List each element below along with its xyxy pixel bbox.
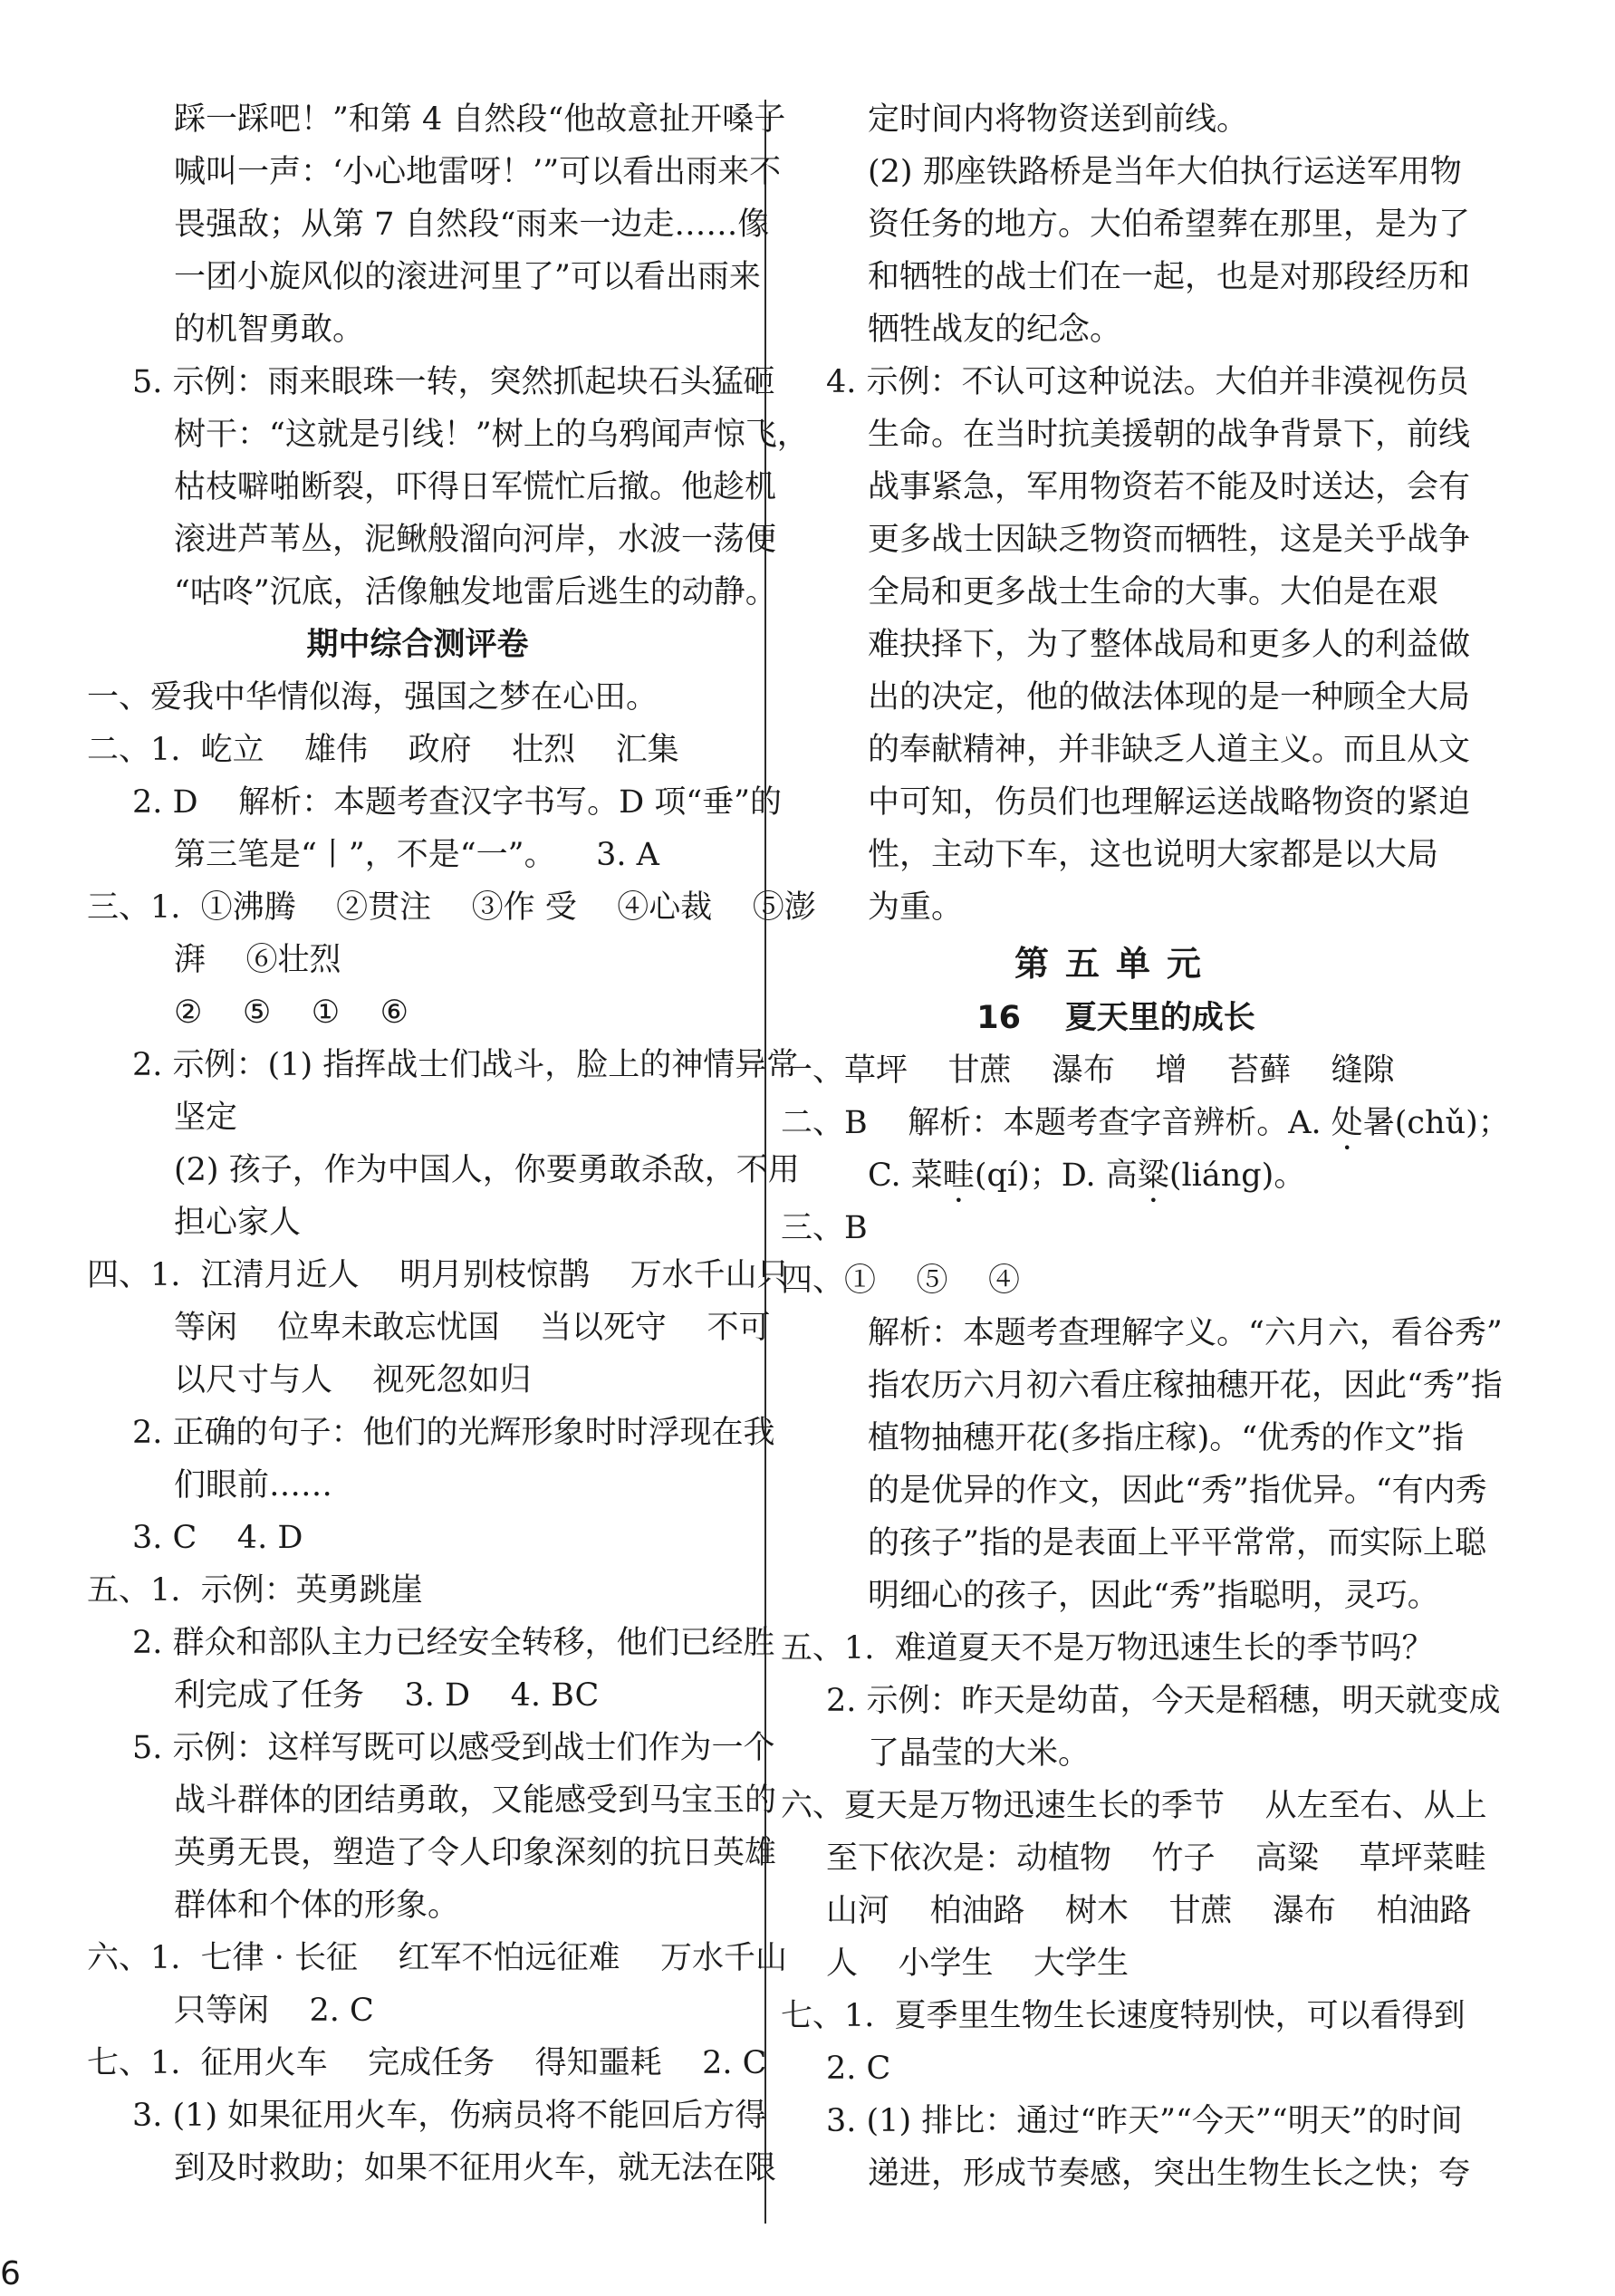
- text-line: 一、草坪 甘蔗 瀑布 增 苔藓 缝隙: [781, 1052, 1395, 1089]
- dotted-char: 处: [1331, 1105, 1363, 1141]
- text-line: 山河 柏油路 树木 甘蔗 瀑布 柏油路: [826, 1893, 1472, 1929]
- text-line: (2) 那座铁路桥是当年大伯执行运送军用物: [868, 154, 1462, 190]
- text-line: 了晶莹的大米。: [868, 1735, 1091, 1772]
- text-line: 等闲 位卑未敢忘忧国 当以死守 不可: [174, 1310, 771, 1346]
- text-line: 指农历六月初六看庄稼抽穗开花，因此“秀”指: [868, 1368, 1503, 1404]
- text-line: 解析：本题考查理解字义。“六月六，看谷秀”: [868, 1315, 1503, 1351]
- dotted-char: 粱: [1137, 1158, 1169, 1194]
- text-line: 七、1. 夏季里生物生长速度特别快，可以看得到: [781, 1998, 1466, 2034]
- text-line: 到及时救助；如果不征用火车，就无法在限: [174, 2150, 777, 2186]
- text-line: 全局和更多战士生命的大事。大伯是在艰: [868, 574, 1439, 610]
- text-line: 2. 示例：(1) 指挥战士们战斗，脸上的神情异常: [132, 1047, 799, 1083]
- text-line: 5. 示例：这样写既可以感受到战士们作为一个: [132, 1730, 775, 1766]
- text-line: 牺牲战友的纪念。: [868, 312, 1122, 348]
- text-line: ② ⑤ ① ⑥: [174, 994, 409, 1031]
- text-line: 定时间内将物资送到前线。: [868, 101, 1249, 138]
- text-line: 2. 正确的句子：他们的光辉形象时时浮现在我: [132, 1415, 775, 1451]
- text-line: 七、1. 征用火车 完成任务 得知噩耗 2. C: [87, 2045, 767, 2081]
- text-line: 六、夏天是万物迅速生长的季节 从左至右、从上: [781, 1788, 1487, 1824]
- text-line: 四、1. 江清月近人 明月别枝惊鹊 万水千山只: [87, 1257, 789, 1293]
- dotted-char: 畦: [942, 1158, 975, 1194]
- text-line: 三、B: [781, 1210, 868, 1246]
- text-line: 湃 ⑥壮烈: [174, 942, 341, 978]
- text-line: 踩一踩吧！”和第 4 自然段“他故意扯开嗓子: [174, 101, 786, 138]
- text-line: 的机智勇敢。: [174, 312, 365, 348]
- lesson-heading: 16 夏天里的成长: [976, 1000, 1255, 1036]
- text-line: 3. (1) 如果征用火车，伤病员将不能回后方得: [132, 2098, 767, 2134]
- text-line: 二、1. 屹立 雄伟 政府 壮烈 汇集: [87, 732, 679, 768]
- page-number: 6: [0, 2255, 21, 2292]
- text-line: 喊叫一声：‘小心地雷呀！’”可以看出雨来不: [174, 154, 782, 190]
- text-segment: (qí)；D. 高: [974, 1158, 1138, 1194]
- text-line: 一、爱我中华情似海，强国之梦在心田。: [87, 679, 658, 716]
- text-line: 递进，形成节奏感，突出生物生长之快；夸: [868, 2156, 1471, 2192]
- text-line: 利完成了任务 3. D 4. BC: [174, 1677, 600, 1714]
- unit-heading: 第五单元: [1014, 944, 1217, 984]
- text-segment: C. 菜: [868, 1158, 943, 1194]
- text-line: 五、1. 难道夏天不是万物迅速生长的季节吗？: [781, 1630, 1434, 1667]
- text-line: 和牺牲的战士们在一起，也是对那段经历和: [868, 259, 1471, 295]
- text-line: 明细心的孩子，因此“秀”指聪明，灵巧。: [868, 1578, 1439, 1614]
- text-line: 六、1. 七律 · 长征 红军不怕远征难 万水千山: [87, 1940, 788, 1976]
- text-line: 为重。: [868, 889, 964, 926]
- text-line: 3. (1) 排比：通过“昨天”“今天”“明天”的时间: [826, 2103, 1463, 2139]
- text-line: 坚定: [174, 1100, 238, 1136]
- text-line: 的孩子”指的是表面上平平常常，而实际上聪: [868, 1525, 1486, 1561]
- text-line: 4. 示例：不认可这种说法。大伯并非漠视伤员: [826, 364, 1469, 400]
- text-line: [868, 1158, 1305, 1194]
- text-line: 枯枝噼啪断裂，吓得日军慌忙后撤。他趁机: [174, 469, 777, 505]
- text-line: 资任务的地方。大伯希望葬在那里，是为了: [868, 207, 1471, 243]
- text-line: 一团小旋风似的滚进河里了”可以看出雨来: [174, 259, 761, 295]
- text-segment: 二、B 解析：本题考查字音辨析。A.: [781, 1105, 1331, 1141]
- text-line: 畏强敌；从第 7 自然段“雨来一边走……像: [174, 207, 770, 243]
- text-line: “咕咚”沉底，活像触发地雷后逃生的动静。: [174, 574, 777, 610]
- text-line: 至下依次是：动植物 竹子 高粱 草坪菜畦: [826, 1840, 1486, 1877]
- text-line: 性，主动下车，这也说明大家都是以大局: [868, 837, 1439, 873]
- text-line: (2) 孩子，作为中国人，你要勇敢杀敌，不用: [174, 1152, 800, 1188]
- text-line: 担心家人: [174, 1205, 302, 1241]
- text-line: 战事紧急，军用物资若不能及时送达，会有: [868, 469, 1471, 505]
- text-line: 以尺寸与人 视死忽如归: [174, 1362, 532, 1398]
- text-line: 2. 示例：昨天是幼苗，今天是稻穗，明天就变成: [826, 1683, 1501, 1719]
- text-line: 2. 群众和部队主力已经安全转移，他们已经胜: [132, 1625, 775, 1661]
- text-line: 战斗群体的团结勇敢，又能感受到马宝玉的: [174, 1782, 777, 1819]
- text-line: 只等闲 2. C: [174, 1993, 374, 2029]
- text-line: 四、① ⑤ ④: [781, 1263, 1021, 1299]
- text-line: 英勇无畏，塑造了令人印象深刻的抗日英雄: [174, 1835, 777, 1871]
- text-line: 的是优异的作文，因此“秀”指优异。“有内秀: [868, 1473, 1487, 1509]
- text-line: 群体和个体的形象。: [174, 1888, 460, 1924]
- text-segment: 暑(chǔ)；: [1362, 1105, 1510, 1141]
- section-heading: 期中综合测评卷: [306, 627, 529, 663]
- text-line: 第三笔是“丨”，不是“一”。 3. A: [174, 837, 659, 873]
- text-line: [781, 1105, 1510, 1141]
- text-line: 2. D 解析：本题考查汉字书写。D 项“垂”的: [132, 784, 783, 821]
- text-line: 出的决定，他的做法体现的是一种顾全大局: [868, 679, 1471, 716]
- text-segment: (liáng)。: [1168, 1158, 1306, 1194]
- text-line: 3. C 4. D: [132, 1520, 303, 1556]
- text-line: 的奉献精神，并非缺乏人道主义。而且从文: [868, 732, 1471, 768]
- text-line: 滚进芦苇丛，泥鳅般溜向河岸，水波一荡便: [174, 522, 777, 558]
- text-line: 植物抽穗开花(多指庄稼)。“优秀的作文”指: [868, 1420, 1465, 1456]
- text-line: 五、1. 示例：英勇跳崖: [87, 1572, 423, 1609]
- text-line: 更多战士因缺乏物资而牺牲，这是关乎战争: [868, 522, 1471, 558]
- text-line: 们眼前……: [174, 1467, 333, 1503]
- text-line: 5. 示例：雨来眼珠一转，突然抓起块石头猛砸: [132, 364, 775, 400]
- text-line: 难抉择下，为了整体战局和更多人的利益做: [868, 627, 1471, 663]
- text-line: 中可知，伤员们也理解运送战略物资的紧迫: [868, 784, 1471, 821]
- text-line: 生命。在当时抗美援朝的战争背景下，前线: [868, 417, 1471, 453]
- text-line: 三、1. ①沸腾 ②贯注 ③作 受 ④心裁 ⑤澎: [87, 889, 816, 926]
- text-line: 树干：“这就是引线！”树上的乌鸦闻声惊飞，: [174, 417, 809, 453]
- text-line: 人 小学生 大学生: [826, 1945, 1130, 1982]
- text-line: 2. C: [826, 2051, 891, 2087]
